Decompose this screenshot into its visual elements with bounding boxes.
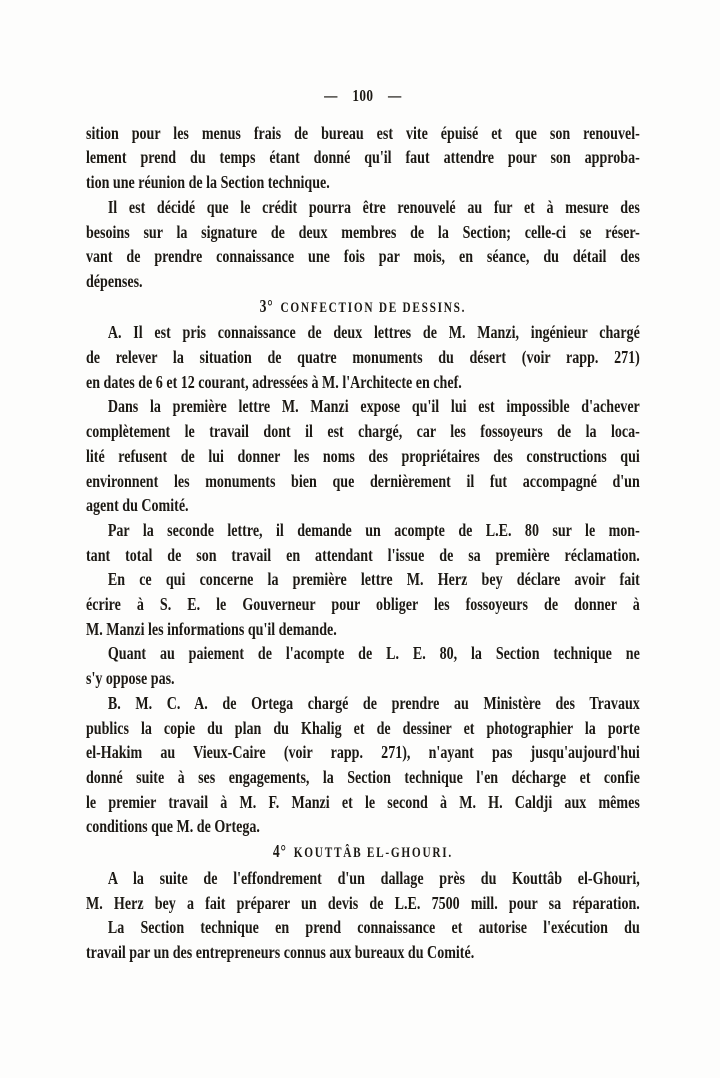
text-line: lement prend du temps étant donné qu'il faut attendre pour son approba- <box>86 147 640 168</box>
section-heading <box>86 839 640 866</box>
paragraph <box>86 641 640 690</box>
paragraph <box>86 518 640 567</box>
text-line: publics la copie du plan du Khalig et de dessiner et photographier la porte <box>86 717 640 738</box>
text-line: M. Manzi les informations qu'il demande. <box>86 618 337 639</box>
text-line: le premier travail à M. F. Manzi et le second à M. H. Caldji aux mêmes <box>86 791 640 812</box>
text-line: vant de prendre connaissance une fois par mois, en séance, du détail des <box>86 246 640 267</box>
text-line: A. Il est pris connaissance de deux lettres de M. Manzi, ingénieur chargé <box>107 322 640 343</box>
paragraph <box>86 121 640 195</box>
text-line: de relever la situation de quatre monuments du désert (voir rapp. 271) <box>86 347 640 368</box>
text-line: Quant au paiement de l'acompte de L. E. 80, la Section technique ne <box>107 643 640 664</box>
text-line: B. M. C. A. de Ortega chargé de prendre au Ministère des Travaux <box>107 692 640 713</box>
section-title: KOUTTÂB EL-GHOURI. <box>293 845 453 862</box>
paragraph <box>86 195 640 294</box>
text-line: A la suite de l'effondrement d'un dallage près du Kouttâb el-Ghouri, <box>107 867 640 888</box>
section-heading <box>86 294 640 321</box>
text-line: besoins sur la signature de deux membres de la Section; celle-ci se réser- <box>86 221 640 242</box>
text-line: en dates de 6 et 12 courant, adressées à M. l'Architecte en chef. <box>86 371 462 392</box>
text-line: tion une réunion de la Section technique. <box>86 172 330 193</box>
text-line: travail par un des entrepreneurs connus aux bureaux du Comité. <box>86 941 475 962</box>
text-line: Par la seconde lettre, il demande un acompte de L.E. 80 sur le mon- <box>107 519 640 540</box>
text-line: el-Hakim au Vieux-Caire (voir rapp. 271), n'ayant pas jusqu'aujourd'hui <box>86 742 640 763</box>
paragraph <box>86 320 640 394</box>
text-line: complètement le travail dont il est chargé, car les fossoyeurs de la loca- <box>86 421 640 442</box>
text-line: sition pour les menus frais de bureau est vite épuisé et que son renouvel- <box>86 122 640 143</box>
text-line: environnent les monuments bien que dernièrement il fut accompagné d'un <box>86 470 640 491</box>
text-line: lité refusent de lui donner les noms des propriétaires des constructions qui <box>86 445 640 466</box>
page-number: — 100 — <box>324 86 402 105</box>
section-title: CONFECTION DE DESSINS. <box>280 299 467 316</box>
section-number: 3° <box>259 295 274 316</box>
text-line: conditions que M. de Ortega. <box>86 816 260 837</box>
text-line: tant total de son travail en attendant l'issue de sa première réclamation. <box>86 544 640 565</box>
text-line: écrire à S. E. le Gouverneur pour obliger les fossoyeurs de donner à <box>86 594 640 615</box>
text-line: M. Herz bey a fait préparer un devis de L.E. 7500 mill. pour sa réparation. <box>86 892 640 913</box>
text-line: donné suite à ses engagements, la Section technique l'en décharge et confie <box>86 766 640 787</box>
text-line: La Section technique en prend connaissance et autorise l'exécution du <box>107 917 640 938</box>
paragraph <box>86 394 640 518</box>
text-line: s'y oppose pas. <box>86 668 175 689</box>
text-column <box>86 84 640 965</box>
paragraph <box>86 915 640 964</box>
text-line: Il est décidé que le crédit pourra être renouvelé au fur et à mesure des <box>107 196 640 217</box>
paragraph <box>86 567 640 641</box>
section-number: 4° <box>272 841 287 862</box>
paragraph <box>86 866 640 915</box>
paragraph <box>86 691 640 839</box>
text-line: dépenses. <box>86 270 143 291</box>
text-line: En ce qui concerne la première lettre M. Herz bey déclare avoir fait <box>107 569 640 590</box>
text-line: Dans la première lettre M. Manzi expose qu'il lui est impossible d'achever <box>107 396 640 417</box>
text-line: agent du Comité. <box>86 495 189 516</box>
